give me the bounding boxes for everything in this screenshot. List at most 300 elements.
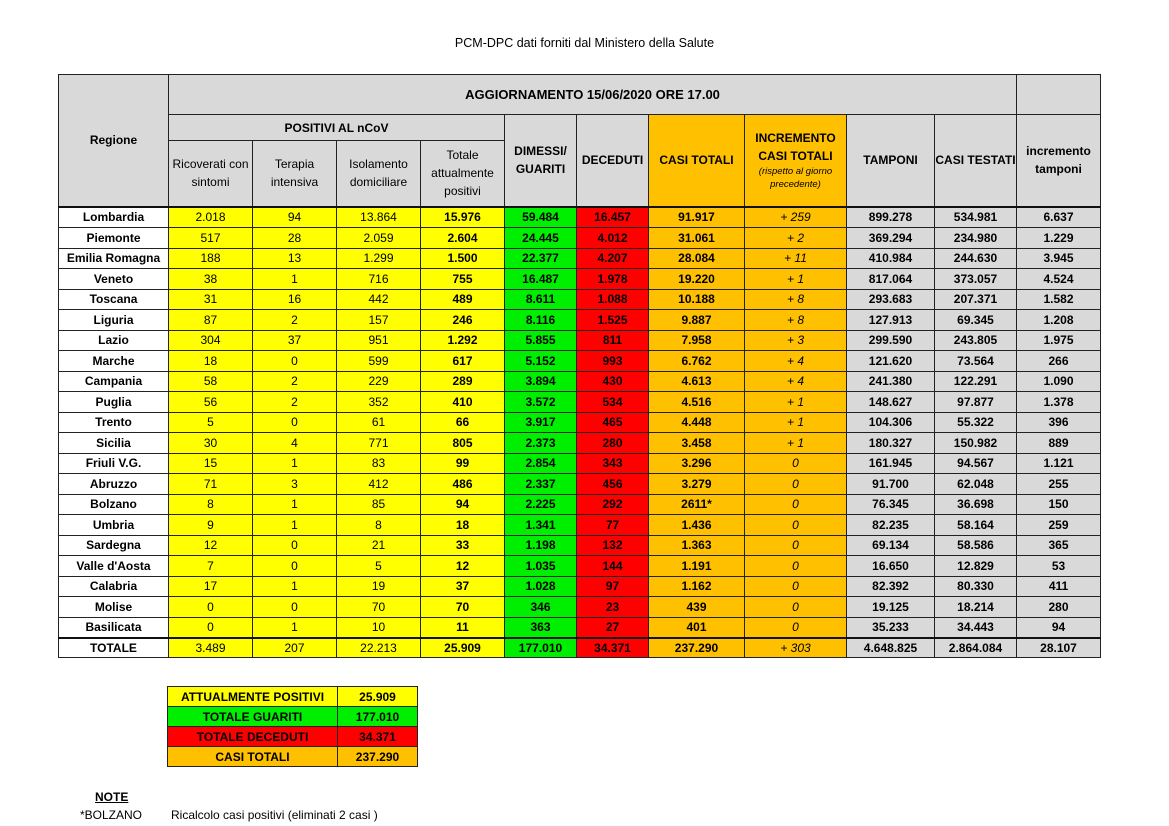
cell-regione: Bolzano (59, 494, 169, 515)
cell-guariti: 346 (505, 597, 577, 618)
cell-isolamento: 19 (337, 576, 421, 597)
header-incremento (745, 115, 847, 207)
cell-testati: 234.980 (935, 228, 1017, 249)
cell-casi: 1.191 (649, 556, 745, 577)
cell-casi: 10.188 (649, 289, 745, 310)
cell-testati: 534.981 (935, 207, 1017, 228)
table-row (59, 392, 1101, 413)
cell-terapia: 28 (253, 228, 337, 249)
cell-isolamento: 442 (337, 289, 421, 310)
table-row (59, 412, 1101, 433)
table-row (59, 433, 1101, 454)
cell-guariti: 8.116 (505, 310, 577, 331)
table-row (59, 371, 1101, 392)
summary-label: ATTUALMENTE POSITIVI (168, 687, 338, 707)
table-row (59, 330, 1101, 351)
cell-totale: 805 (421, 433, 505, 454)
cell-terapia: 1 (253, 515, 337, 536)
cell-incremento: + 1 (745, 433, 847, 454)
cell-casi: 1.162 (649, 576, 745, 597)
cell-deceduti: 16.457 (577, 207, 649, 228)
cell-isolamento: 157 (337, 310, 421, 331)
cell-totale: 66 (421, 412, 505, 433)
header-tamponi: TAMPONI (847, 115, 935, 207)
cell-ricoverati: 0 (169, 617, 253, 638)
cell-tamponi: 35.233 (847, 617, 935, 638)
summary-value: 237.290 (338, 747, 418, 767)
header-ricoverati: Ricoverati con sintomi (169, 141, 253, 207)
cell-ricoverati: 2.018 (169, 207, 253, 228)
cell-ricoverati: 9 (169, 515, 253, 536)
cell-incremento: 0 (745, 576, 847, 597)
cell-testati: 18.214 (935, 597, 1017, 618)
cell-casi: 7.958 (649, 330, 745, 351)
cell-incremento: 0 (745, 494, 847, 515)
document-title: PCM-DPC dati forniti dal Ministero della Salute (454, 36, 715, 50)
regional-data-table (58, 74, 1101, 658)
cell-ricoverati: 188 (169, 248, 253, 269)
header-positivi: POSITIVI AL nCoV (169, 115, 505, 141)
header-incremento-label: INCREMENTO CASI TOTALI (755, 131, 836, 164)
cell-inc-tamponi: 1.229 (1017, 228, 1101, 249)
total-ricoverati: 3.489 (169, 638, 253, 658)
cell-terapia: 0 (253, 351, 337, 372)
cell-incremento: + 11 (745, 248, 847, 269)
cell-deceduti: 1.978 (577, 269, 649, 290)
cell-guariti: 3.917 (505, 412, 577, 433)
cell-terapia: 1 (253, 269, 337, 290)
cell-isolamento: 771 (337, 433, 421, 454)
total-terapia: 207 (253, 638, 337, 658)
cell-tamponi: 369.294 (847, 228, 935, 249)
cell-inc-tamponi: 396 (1017, 412, 1101, 433)
cell-terapia: 2 (253, 310, 337, 331)
summary-row (168, 687, 418, 707)
cell-casi: 9.887 (649, 310, 745, 331)
summary-label: TOTALE DECEDUTI (168, 727, 338, 747)
cell-inc-tamponi: 94 (1017, 617, 1101, 638)
cell-casi: 28.084 (649, 248, 745, 269)
cell-testati: 97.877 (935, 392, 1017, 413)
cell-inc-tamponi: 259 (1017, 515, 1101, 536)
totals-row (59, 638, 1101, 658)
cell-testati: 69.345 (935, 310, 1017, 331)
cell-regione: Umbria (59, 515, 169, 536)
cell-tamponi: 148.627 (847, 392, 935, 413)
cell-ricoverati: 15 (169, 453, 253, 474)
cell-incremento: + 1 (745, 412, 847, 433)
cell-ricoverati: 18 (169, 351, 253, 372)
cell-tamponi: 241.380 (847, 371, 935, 392)
cell-incremento: + 1 (745, 269, 847, 290)
cell-guariti: 8.611 (505, 289, 577, 310)
cell-inc-tamponi: 266 (1017, 351, 1101, 372)
notes-title: NOTE (95, 790, 129, 804)
cell-tamponi: 76.345 (847, 494, 935, 515)
cell-ricoverati: 517 (169, 228, 253, 249)
cell-incremento: + 4 (745, 351, 847, 372)
cell-deceduti: 456 (577, 474, 649, 495)
cell-guariti: 2.337 (505, 474, 577, 495)
table-row (59, 248, 1101, 269)
cell-regione: Valle d'Aosta (59, 556, 169, 577)
summary-row (168, 747, 418, 767)
cell-deceduti: 343 (577, 453, 649, 474)
cell-isolamento: 85 (337, 494, 421, 515)
cell-isolamento: 13.864 (337, 207, 421, 228)
cell-regione: Campania (59, 371, 169, 392)
summary-value: 177.010 (338, 707, 418, 727)
cell-testati: 80.330 (935, 576, 1017, 597)
cell-regione: Abruzzo (59, 474, 169, 495)
total-inc-tamponi: 28.107 (1017, 638, 1101, 658)
cell-tamponi: 817.064 (847, 269, 935, 290)
cell-regione: Liguria (59, 310, 169, 331)
cell-regione: Piemonte (59, 228, 169, 249)
cell-isolamento: 412 (337, 474, 421, 495)
cell-guariti: 2.225 (505, 494, 577, 515)
table-row (59, 515, 1101, 536)
cell-totale: 1.500 (421, 248, 505, 269)
cell-guariti: 5.152 (505, 351, 577, 372)
summary-value: 25.909 (338, 687, 418, 707)
cell-incremento: 0 (745, 453, 847, 474)
cell-testati: 58.586 (935, 535, 1017, 556)
cell-deceduti: 23 (577, 597, 649, 618)
cell-regione: Emilia Romagna (59, 248, 169, 269)
header-terapia: Terapia intensiva (253, 141, 337, 207)
cell-deceduti: 811 (577, 330, 649, 351)
cell-deceduti: 1.088 (577, 289, 649, 310)
cell-regione: Trento (59, 412, 169, 433)
cell-guariti: 22.377 (505, 248, 577, 269)
cell-testati: 62.048 (935, 474, 1017, 495)
cell-terapia: 37 (253, 330, 337, 351)
cell-terapia: 0 (253, 412, 337, 433)
cell-inc-tamponi: 1.378 (1017, 392, 1101, 413)
cell-incremento: 0 (745, 556, 847, 577)
cell-totale: 37 (421, 576, 505, 597)
cell-inc-tamponi: 255 (1017, 474, 1101, 495)
cell-terapia: 1 (253, 494, 337, 515)
cell-terapia: 94 (253, 207, 337, 228)
cell-regione: Marche (59, 351, 169, 372)
cell-inc-tamponi: 4.524 (1017, 269, 1101, 290)
cell-tamponi: 69.134 (847, 535, 935, 556)
total-guariti: 177.010 (505, 638, 577, 658)
cell-deceduti: 1.525 (577, 310, 649, 331)
header-incremento-note: (rispetto al giorno precedente) (758, 166, 833, 191)
cell-regione: Lazio (59, 330, 169, 351)
cell-casi: 401 (649, 617, 745, 638)
summary-label: CASI TOTALI (168, 747, 338, 767)
table-body (59, 207, 1101, 639)
cell-ricoverati: 38 (169, 269, 253, 290)
cell-isolamento: 83 (337, 453, 421, 474)
cell-isolamento: 8 (337, 515, 421, 536)
cell-ricoverati: 7 (169, 556, 253, 577)
cell-guariti: 3.894 (505, 371, 577, 392)
cell-casi: 1.363 (649, 535, 745, 556)
summary-row (168, 727, 418, 747)
summary-table (167, 686, 418, 767)
table-row (59, 576, 1101, 597)
cell-guariti: 59.484 (505, 207, 577, 228)
cell-incremento: + 8 (745, 310, 847, 331)
cell-deceduti: 4.207 (577, 248, 649, 269)
cell-incremento: + 2 (745, 228, 847, 249)
table-row (59, 474, 1101, 495)
notes-text: Ricalcolo casi positivi (eliminati 2 casi ) (171, 808, 378, 822)
cell-ricoverati: 58 (169, 371, 253, 392)
cell-testati: 150.982 (935, 433, 1017, 454)
cell-tamponi: 899.278 (847, 207, 935, 228)
cell-inc-tamponi: 1.090 (1017, 371, 1101, 392)
cell-regione: Basilicata (59, 617, 169, 638)
cell-tamponi: 299.590 (847, 330, 935, 351)
cell-ricoverati: 0 (169, 597, 253, 618)
header-isolamento: Isolamento domiciliare (337, 141, 421, 207)
cell-isolamento: 5 (337, 556, 421, 577)
table-row (59, 351, 1101, 372)
cell-testati: 373.057 (935, 269, 1017, 290)
cell-totale: 410 (421, 392, 505, 413)
cell-ricoverati: 304 (169, 330, 253, 351)
cell-tamponi: 121.620 (847, 351, 935, 372)
cell-deceduti: 97 (577, 576, 649, 597)
cell-guariti: 1.198 (505, 535, 577, 556)
cell-guariti: 16.487 (505, 269, 577, 290)
cell-totale: 2.604 (421, 228, 505, 249)
header-totale-positivi: Totale attualmente positivi (421, 141, 505, 207)
table-row (59, 556, 1101, 577)
cell-isolamento: 2.059 (337, 228, 421, 249)
cell-totale: 12 (421, 556, 505, 577)
total-incremento: + 303 (745, 638, 847, 658)
table-row (59, 535, 1101, 556)
cell-isolamento: 61 (337, 412, 421, 433)
cell-regione: Friuli V.G. (59, 453, 169, 474)
cell-deceduti: 292 (577, 494, 649, 515)
cell-terapia: 4 (253, 433, 337, 454)
header-incremento-tamponi: incremento tamponi (1017, 115, 1101, 207)
total-deceduti: 34.371 (577, 638, 649, 658)
cell-ricoverati: 17 (169, 576, 253, 597)
cell-guariti: 363 (505, 617, 577, 638)
cell-incremento: + 259 (745, 207, 847, 228)
cell-inc-tamponi: 1.208 (1017, 310, 1101, 331)
cell-inc-tamponi: 280 (1017, 597, 1101, 618)
total-testati: 2.864.084 (935, 638, 1017, 658)
cell-tamponi: 293.683 (847, 289, 935, 310)
cell-incremento: 0 (745, 617, 847, 638)
cell-guariti: 1.035 (505, 556, 577, 577)
header-casi-totali: CASI TOTALI (649, 115, 745, 207)
cell-regione: Veneto (59, 269, 169, 290)
cell-inc-tamponi: 1.582 (1017, 289, 1101, 310)
cell-terapia: 0 (253, 535, 337, 556)
cell-ricoverati: 30 (169, 433, 253, 454)
table-row (59, 310, 1101, 331)
cell-casi: 439 (649, 597, 745, 618)
cell-casi: 1.436 (649, 515, 745, 536)
cell-ricoverati: 56 (169, 392, 253, 413)
cell-testati: 244.630 (935, 248, 1017, 269)
cell-totale: 289 (421, 371, 505, 392)
header-dimessi: DIMESSI/ GUARITI (505, 115, 577, 207)
cell-terapia: 13 (253, 248, 337, 269)
cell-totale: 15.976 (421, 207, 505, 228)
cell-isolamento: 951 (337, 330, 421, 351)
cell-ricoverati: 8 (169, 494, 253, 515)
cell-tamponi: 82.235 (847, 515, 935, 536)
cell-regione: Puglia (59, 392, 169, 413)
table-row (59, 207, 1101, 228)
header-deceduti: DECEDUTI (577, 115, 649, 207)
cell-incremento: + 8 (745, 289, 847, 310)
cell-totale: 755 (421, 269, 505, 290)
cell-tamponi: 127.913 (847, 310, 935, 331)
summary-value: 34.371 (338, 727, 418, 747)
cell-isolamento: 599 (337, 351, 421, 372)
cell-incremento: 0 (745, 535, 847, 556)
cell-terapia: 1 (253, 576, 337, 597)
cell-inc-tamponi: 411 (1017, 576, 1101, 597)
notes-key: *BOLZANO (80, 808, 143, 822)
cell-testati: 94.567 (935, 453, 1017, 474)
table-row (59, 494, 1101, 515)
cell-totale: 246 (421, 310, 505, 331)
cell-casi: 4.448 (649, 412, 745, 433)
cell-deceduti: 534 (577, 392, 649, 413)
cell-totale: 1.292 (421, 330, 505, 351)
total-totale-positivi: 25.909 (421, 638, 505, 658)
cell-incremento: + 4 (745, 371, 847, 392)
cell-isolamento: 716 (337, 269, 421, 290)
cell-regione: Lombardia (59, 207, 169, 228)
cell-tamponi: 104.306 (847, 412, 935, 433)
cell-testati: 122.291 (935, 371, 1017, 392)
cell-tamponi: 19.125 (847, 597, 935, 618)
cell-testati: 55.322 (935, 412, 1017, 433)
cell-tamponi: 91.700 (847, 474, 935, 495)
total-isolamento: 22.213 (337, 638, 421, 658)
cell-isolamento: 1.299 (337, 248, 421, 269)
cell-incremento: + 3 (745, 330, 847, 351)
table-row (59, 289, 1101, 310)
cell-totale: 33 (421, 535, 505, 556)
header-empty-cell (1017, 75, 1101, 115)
cell-terapia: 0 (253, 597, 337, 618)
cell-ricoverati: 71 (169, 474, 253, 495)
cell-regione: Sicilia (59, 433, 169, 454)
cell-casi: 3.296 (649, 453, 745, 474)
cell-tamponi: 180.327 (847, 433, 935, 454)
cell-inc-tamponi: 365 (1017, 535, 1101, 556)
total-label: TOTALE (59, 638, 169, 658)
cell-regione: Sardegna (59, 535, 169, 556)
table-row (59, 597, 1101, 618)
cell-inc-tamponi: 150 (1017, 494, 1101, 515)
cell-terapia: 2 (253, 371, 337, 392)
cell-ricoverati: 5 (169, 412, 253, 433)
cell-regione: Toscana (59, 289, 169, 310)
cell-incremento: 0 (745, 474, 847, 495)
cell-terapia: 1 (253, 617, 337, 638)
cell-testati: 207.371 (935, 289, 1017, 310)
cell-regione: Calabria (59, 576, 169, 597)
total-casi: 237.290 (649, 638, 745, 658)
cell-deceduti: 465 (577, 412, 649, 433)
cell-terapia: 3 (253, 474, 337, 495)
cell-guariti: 5.855 (505, 330, 577, 351)
cell-deceduti: 993 (577, 351, 649, 372)
cell-testati: 73.564 (935, 351, 1017, 372)
cell-isolamento: 10 (337, 617, 421, 638)
cell-testati: 34.443 (935, 617, 1017, 638)
cell-inc-tamponi: 6.637 (1017, 207, 1101, 228)
table-row (59, 228, 1101, 249)
cell-deceduti: 144 (577, 556, 649, 577)
cell-casi: 6.762 (649, 351, 745, 372)
cell-isolamento: 21 (337, 535, 421, 556)
cell-casi: 19.220 (649, 269, 745, 290)
cell-deceduti: 280 (577, 433, 649, 454)
cell-ricoverati: 87 (169, 310, 253, 331)
cell-isolamento: 70 (337, 597, 421, 618)
cell-terapia: 16 (253, 289, 337, 310)
cell-casi: 91.917 (649, 207, 745, 228)
cell-inc-tamponi: 53 (1017, 556, 1101, 577)
cell-testati: 243.805 (935, 330, 1017, 351)
cell-totale: 11 (421, 617, 505, 638)
summary-label: TOTALE GUARITI (168, 707, 338, 727)
cell-totale: 486 (421, 474, 505, 495)
cell-casi: 4.516 (649, 392, 745, 413)
cell-incremento: 0 (745, 515, 847, 536)
cell-testati: 12.829 (935, 556, 1017, 577)
cell-inc-tamponi: 3.945 (1017, 248, 1101, 269)
summary-row (168, 707, 418, 727)
cell-inc-tamponi: 1.975 (1017, 330, 1101, 351)
table-row (59, 617, 1101, 638)
cell-ricoverati: 31 (169, 289, 253, 310)
cell-guariti: 2.373 (505, 433, 577, 454)
cell-totale: 70 (421, 597, 505, 618)
header-casi-testati: CASI TESTATI (935, 115, 1017, 207)
cell-casi: 3.279 (649, 474, 745, 495)
cell-tamponi: 16.650 (847, 556, 935, 577)
cell-tamponi: 82.392 (847, 576, 935, 597)
cell-deceduti: 77 (577, 515, 649, 536)
cell-inc-tamponi: 1.121 (1017, 453, 1101, 474)
cell-totale: 99 (421, 453, 505, 474)
table-row (59, 269, 1101, 290)
cell-isolamento: 352 (337, 392, 421, 413)
cell-tamponi: 161.945 (847, 453, 935, 474)
cell-terapia: 0 (253, 556, 337, 577)
cell-deceduti: 132 (577, 535, 649, 556)
cell-casi: 2611* (649, 494, 745, 515)
cell-testati: 58.164 (935, 515, 1017, 536)
cell-guariti: 2.854 (505, 453, 577, 474)
cell-totale: 489 (421, 289, 505, 310)
cell-totale: 94 (421, 494, 505, 515)
cell-incremento: 0 (745, 597, 847, 618)
header-regione: Regione (59, 75, 169, 207)
cell-casi: 31.061 (649, 228, 745, 249)
cell-deceduti: 4.012 (577, 228, 649, 249)
